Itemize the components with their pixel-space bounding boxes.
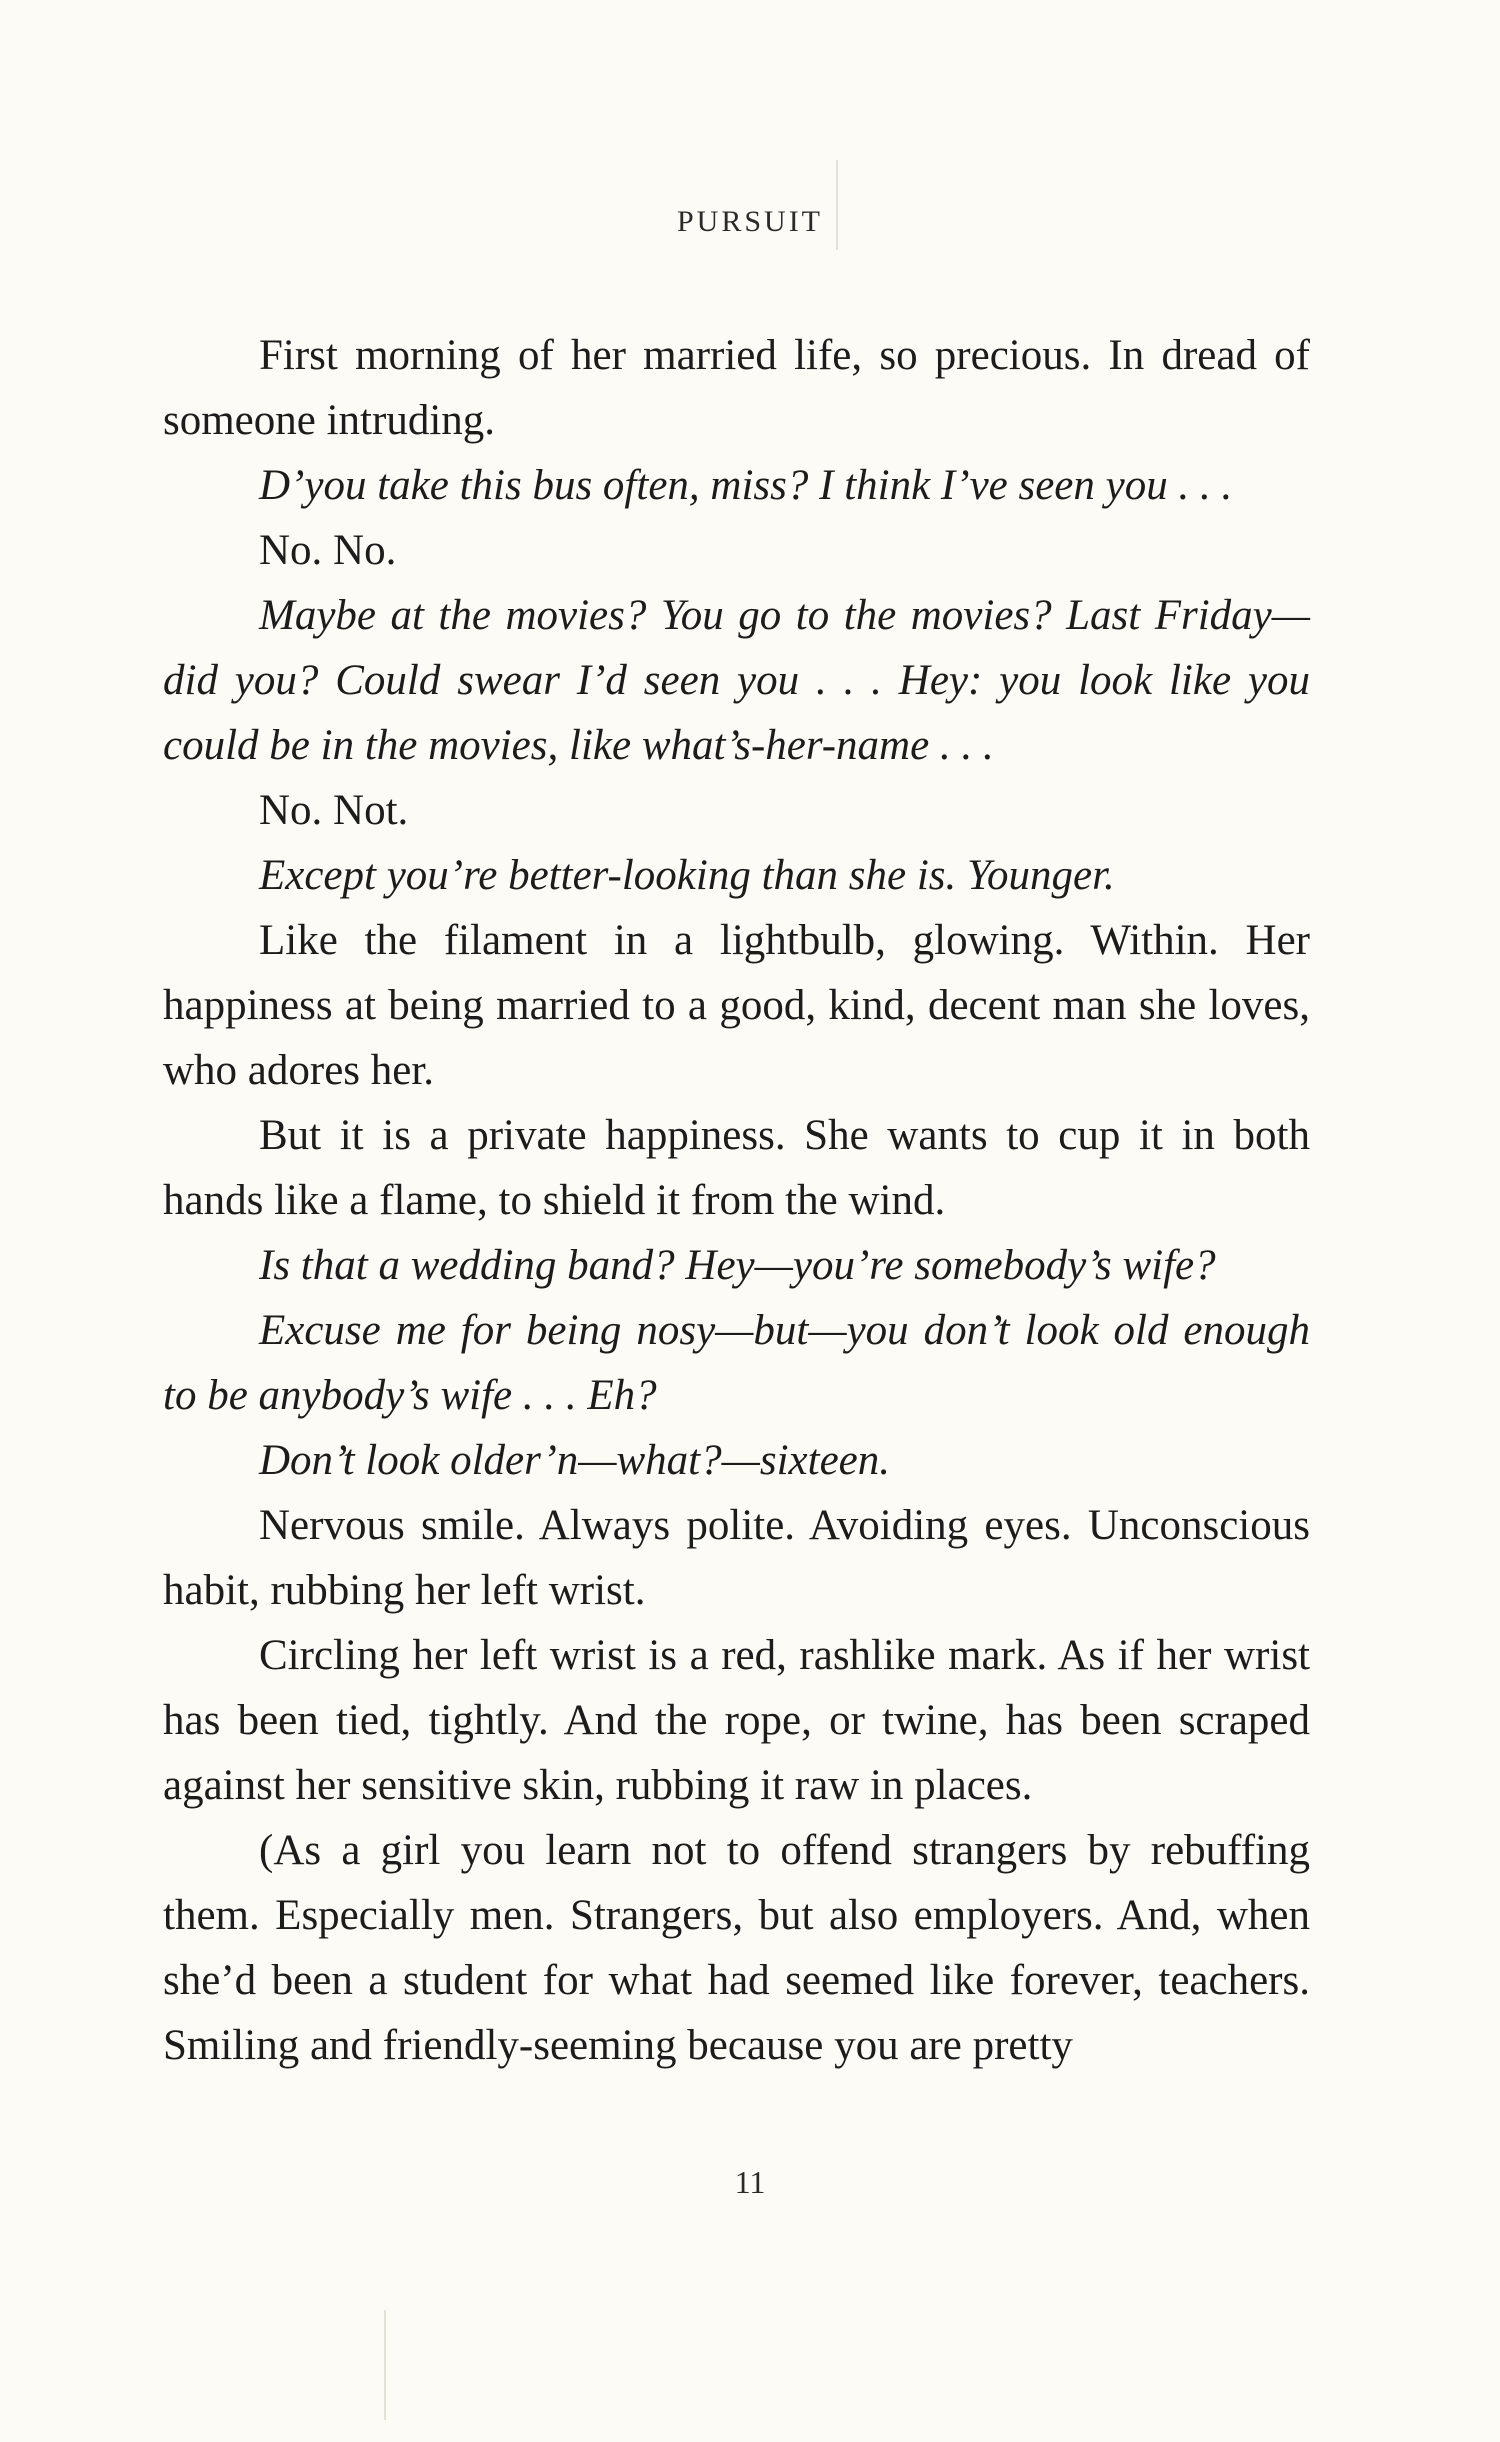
paragraph-italic: Maybe at the movies? You go to the movies? Last Friday—did you? Could swear I’d seen you . . . Hey: you look like you could be in the movies, like what’s-her-name . . . [163, 592, 1310, 769]
body-text [163, 323, 1310, 2078]
paragraph-italic: Don’t look older’n—what?—sixteen. [259, 1437, 890, 1484]
paragraph-italic: Excuse me for being nosy—but—you don’t look old enough to be anybody’s wife . . . Eh? [163, 1307, 1310, 1419]
paragraph: First morning of her married life, so precious. In dread of someone intruding. [163, 332, 1310, 444]
page-gutter-shadow-lower [384, 2310, 386, 2420]
paragraph: (As a girl you learn not to offend strangers by rebuffing them. Especially men. Strangers, but also employers. And, when she’d been a student for what had seemed like forever, teachers. Smiling and friendly-seeming because you are pretty [163, 1827, 1310, 2069]
paragraph: Nervous smile. Always polite. Avoiding eyes. Unconscious habit, rubbing her left wrist. [163, 1502, 1310, 1614]
paragraph-italic: Except you’re better-looking than she is. Younger. [259, 852, 1115, 899]
running-head: PURSUIT [676, 205, 824, 238]
paragraph-italic: D’you take this bus often, miss? I think I’ve seen you . . . [259, 462, 1233, 509]
paragraph: No. No. [259, 527, 397, 574]
paragraph: Circling her left wrist is a red, rashlike mark. As if her wrist has been tied, tightly. And the rope, or twine, has been scraped against her sensitive skin, rubbing it raw in places. [163, 1632, 1310, 1809]
paragraph: No. Not. [259, 787, 409, 834]
paragraph: But it is a private happiness. She wants to cup it in both hands like a flame, to shield it from the wind. [163, 1112, 1310, 1224]
paragraph-italic: Is that a wedding band? Hey—you’re somebody’s wife? [259, 1242, 1216, 1289]
paragraph: Like the filament in a lightbulb, glowing. Within. Her happiness at being married to a good, kind, decent man she loves, who adores her. [163, 917, 1310, 1094]
page-number: 11 [734, 2164, 766, 2200]
